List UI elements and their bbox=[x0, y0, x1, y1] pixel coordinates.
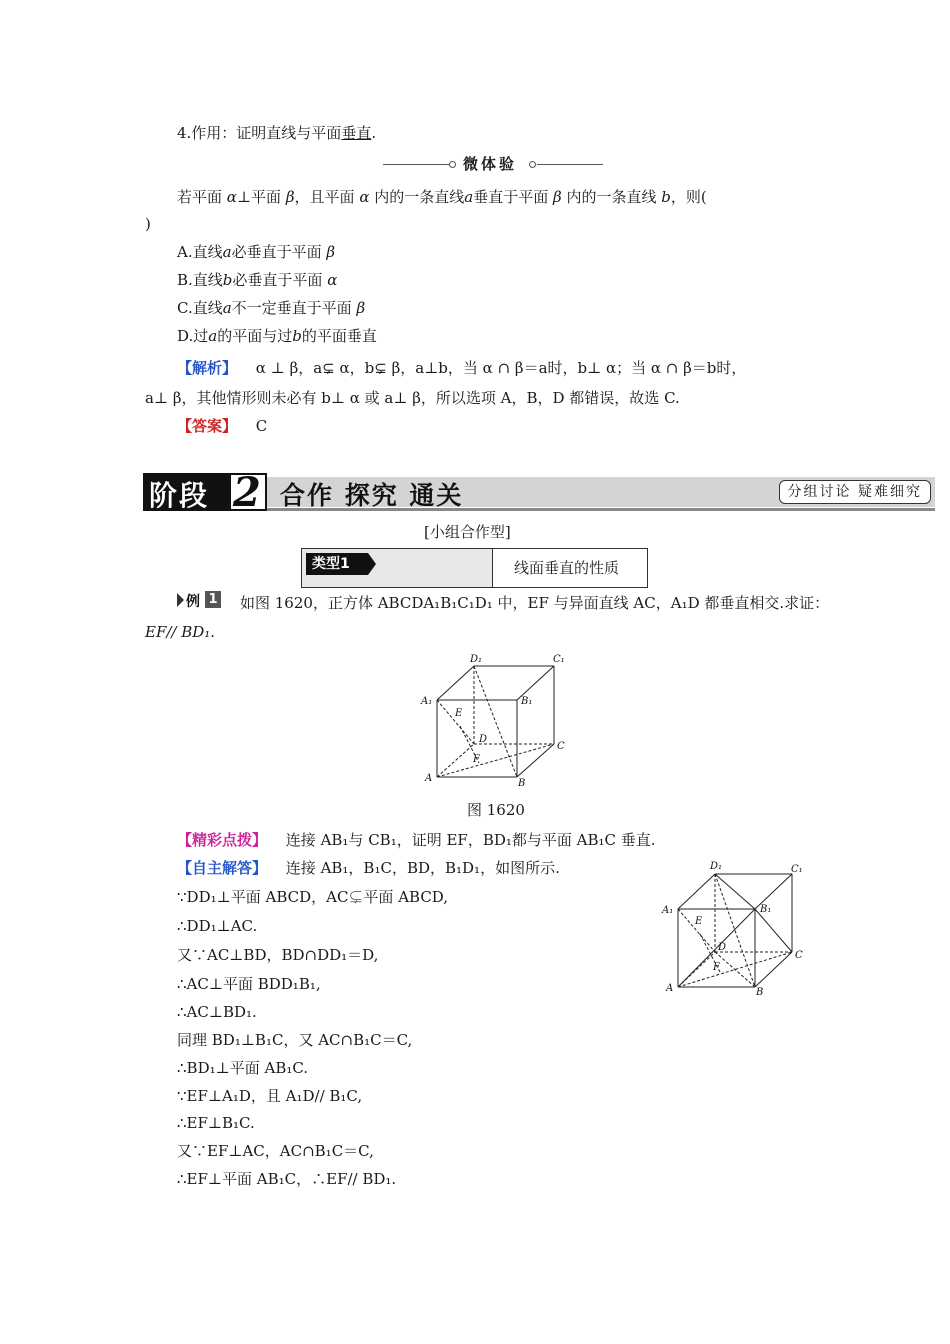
example-arrow-icon bbox=[177, 593, 184, 607]
opt-text: 必垂直于平面 bbox=[231, 243, 322, 261]
q-text: ，则( bbox=[670, 188, 707, 206]
solution-step: 又∵AC⊥BD，BD∩DD₁＝D, bbox=[177, 946, 379, 964]
option-b bbox=[177, 270, 337, 290]
label-c: C bbox=[557, 741, 565, 752]
label-b: B bbox=[756, 987, 764, 997]
cube-figure-1 bbox=[415, 650, 575, 792]
opt-greek: β bbox=[356, 299, 366, 317]
answer-value: C bbox=[255, 417, 268, 435]
type-tag-arrow bbox=[368, 553, 376, 575]
opt-text: 的平面垂直 bbox=[301, 327, 377, 345]
label-a: A bbox=[666, 983, 674, 994]
q-text: ，且平面 bbox=[294, 188, 355, 206]
q-plane: 平面 bbox=[251, 188, 282, 206]
example-line-2: EF// BD₁. bbox=[145, 623, 216, 641]
solution-step: ∴EF⊥B₁C. bbox=[177, 1114, 255, 1132]
divider-left-line bbox=[383, 164, 449, 165]
stage-banner bbox=[143, 469, 935, 516]
banner-word: 阶段 bbox=[149, 479, 210, 512]
label-b1: B₁ bbox=[521, 696, 533, 707]
example-line-1: 如图 1620，正方体 ABCDA₁B₁C₁D₁ 中，EF 与异面直线 AC，A₁D 都垂直相交.求证： bbox=[240, 594, 830, 612]
item-4-underlined: 垂直 bbox=[341, 124, 372, 142]
q-var-a: a bbox=[464, 188, 474, 206]
opt-var: a bbox=[222, 299, 232, 317]
solution-first: 连接 AB₁，B₁C，BD，B₁D₁，如图所示. bbox=[285, 859, 560, 877]
type-box-left bbox=[302, 549, 493, 587]
example-badge-number: 1 bbox=[205, 591, 221, 608]
label-a1: A₁ bbox=[662, 905, 674, 916]
q-beta: β bbox=[285, 188, 295, 206]
solution-first-line bbox=[177, 858, 560, 878]
opt-text: B.直线 bbox=[177, 271, 223, 289]
answer-label: 【答案】 bbox=[177, 417, 238, 435]
analysis-text-1: α ⊥ β，a⊊ α，b⊊ β，a⊥b，当 α ∩ β＝a时，b⊥ α；当 α ∩ β＝b时， bbox=[255, 359, 747, 377]
hint-line bbox=[177, 830, 656, 850]
opt-text: D.过 bbox=[177, 327, 209, 345]
opt-text: 必垂直于平面 bbox=[232, 271, 323, 289]
item-4-prefix: 4.作用：证明直线与平面 bbox=[177, 124, 342, 142]
solution-step: ∴BD₁⊥平面 AB₁C. bbox=[177, 1059, 309, 1077]
opt-text: 不一定垂直于平面 bbox=[231, 299, 352, 317]
opt-text: A.直线 bbox=[177, 243, 223, 261]
solution-step: ∴DD₁⊥AC. bbox=[177, 917, 258, 935]
label-c1: C₁ bbox=[791, 864, 803, 875]
analysis-line-1 bbox=[177, 358, 746, 378]
label-d1: D₁ bbox=[470, 654, 483, 665]
label-e: E bbox=[695, 916, 703, 927]
option-a bbox=[177, 242, 335, 262]
solution-label: 【自主解答】 bbox=[177, 859, 268, 877]
q-beta: β bbox=[553, 188, 562, 206]
solution-step: ∵EF⊥A₁D，且 A₁D// B₁C, bbox=[177, 1087, 363, 1105]
analysis-label: 【解析】 bbox=[177, 359, 238, 377]
q-text: 内的一条直线 bbox=[566, 188, 657, 206]
q-alpha: α bbox=[226, 188, 237, 206]
hint-label: 【精彩点拨】 bbox=[177, 831, 268, 849]
opt-greek: β bbox=[326, 243, 336, 261]
question-line-2: ) bbox=[145, 215, 151, 233]
label-c: C bbox=[795, 950, 803, 961]
solution-step: 同理 BD₁⊥B₁C，又 AC∩B₁C＝C, bbox=[177, 1031, 413, 1049]
q-perp: ⊥ bbox=[236, 188, 252, 206]
opt-greek: α bbox=[327, 271, 338, 289]
option-d bbox=[177, 326, 377, 346]
label-d: D bbox=[718, 942, 727, 953]
hint-text: 连接 AB₁与 CB₁，证明 EF，BD₁都与平面 AB₁C 垂直. bbox=[285, 831, 656, 849]
answer-line bbox=[177, 416, 267, 436]
opt-var: a bbox=[208, 327, 218, 345]
label-b: B bbox=[518, 778, 526, 789]
q-text: 垂直于平面 bbox=[473, 188, 549, 206]
q-var-b: b bbox=[661, 188, 671, 206]
micro-title: 微体验 bbox=[463, 155, 518, 173]
item-4-suffix: . bbox=[371, 124, 377, 142]
solution-step: 又∵EF⊥AC，AC∩B₁C＝C, bbox=[177, 1142, 374, 1160]
banner-title: 合作 探究 通关 bbox=[280, 481, 464, 510]
divider-right-ring bbox=[529, 161, 536, 168]
q-text: 内的一条直线 bbox=[374, 188, 465, 206]
opt-var: b bbox=[222, 271, 233, 289]
opt-text: C.直线 bbox=[177, 299, 223, 317]
solution-step: ∵DD₁⊥平面 ABCD，AC⊊平面 ABCD, bbox=[177, 888, 449, 906]
item-4-line bbox=[177, 123, 376, 143]
banner-number: 2 bbox=[233, 469, 261, 516]
option-c bbox=[177, 298, 365, 318]
solution-step: ∴EF⊥平面 AB₁C，∴EF// BD₁. bbox=[177, 1170, 397, 1188]
label-f: F bbox=[473, 754, 480, 765]
solution-step: ∴AC⊥平面 BDD₁B₁, bbox=[177, 975, 321, 993]
banner-tag: 分组讨论 疑难细究 bbox=[779, 480, 931, 504]
label-a1: A₁ bbox=[421, 696, 433, 707]
label-d: D bbox=[479, 734, 488, 745]
opt-text: 的平面与过 bbox=[217, 327, 293, 345]
label-d1: D₁ bbox=[710, 861, 723, 872]
opt-var: b bbox=[292, 327, 302, 345]
group-type-label: [小组合作型] bbox=[424, 523, 511, 541]
divider-right-line bbox=[537, 164, 603, 165]
analysis-line-2: a⊥ β，其他情形则未必有 b⊥ α 或 a⊥ β，所以选项 A，B，D 都错误，故选 C. bbox=[145, 389, 680, 407]
example-badge-text: 例 bbox=[186, 594, 200, 610]
opt-var: a bbox=[222, 243, 232, 261]
label-a: A bbox=[425, 773, 433, 784]
cube-figure-2 bbox=[658, 852, 810, 997]
label-f: F bbox=[713, 962, 720, 973]
solution-step: ∴AC⊥BD₁. bbox=[177, 1003, 257, 1021]
label-b1: B₁ bbox=[760, 904, 772, 915]
divider-left-ring bbox=[449, 161, 456, 168]
label-e: E bbox=[455, 708, 463, 719]
q-alpha: α bbox=[359, 188, 370, 206]
type-tag: 类型1 bbox=[306, 553, 368, 575]
type-title: 线面垂直的性质 bbox=[514, 559, 620, 577]
type-box bbox=[301, 548, 648, 588]
label-c1: C₁ bbox=[553, 654, 565, 665]
question-line-1 bbox=[177, 187, 707, 207]
figure-caption: 图 1620 bbox=[467, 801, 525, 819]
q-text: 若平面 bbox=[177, 188, 223, 206]
